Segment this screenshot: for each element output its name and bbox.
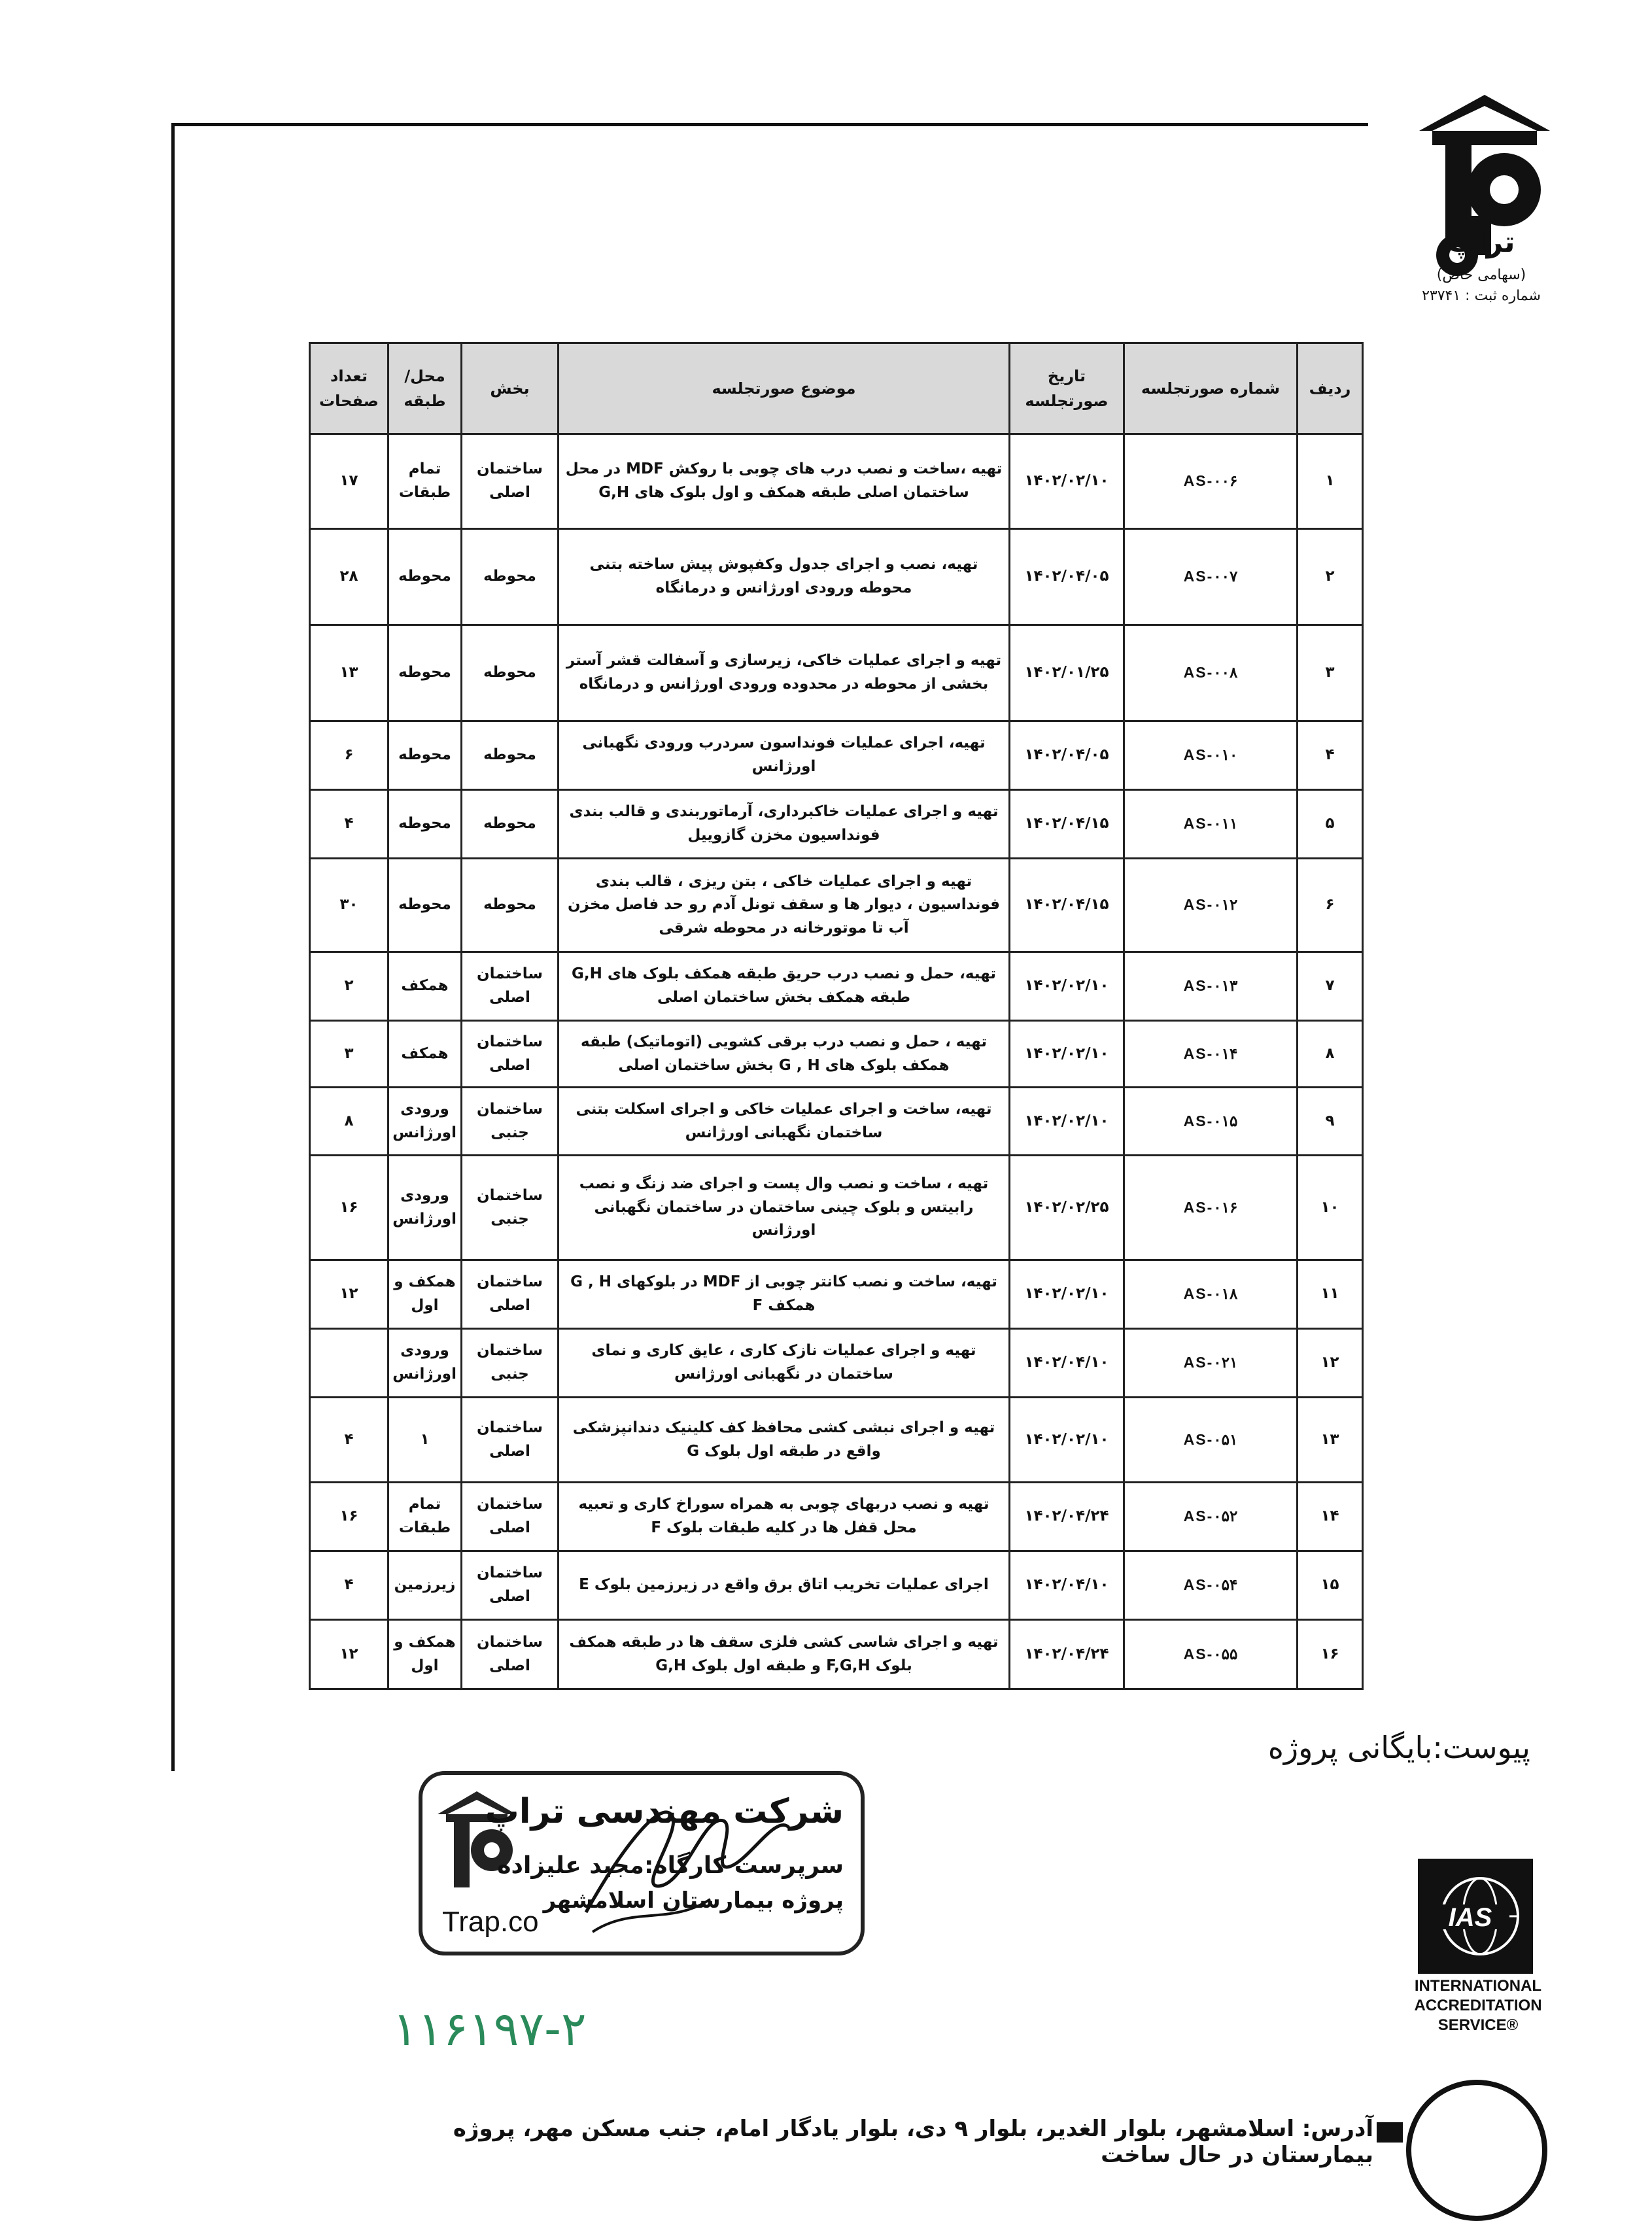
cell-location: تمام طبقات <box>388 1483 462 1551</box>
ias-line1: INTERNATIONAL <box>1414 1977 1542 1995</box>
cell-row: ۳ <box>1298 625 1363 721</box>
cell-number: AS-۰۱۱ <box>1124 790 1298 859</box>
cell-subject: تهیه ، ساخت و نصب وال پست و اجرای ضد زنگ و نصب رابیتس و بلوک چینی ساختمان در ساختمان نگهبانی اورژانس <box>559 1156 1010 1260</box>
cell-row: ۱۳ <box>1298 1398 1363 1483</box>
table-row <box>310 859 1363 952</box>
cell-location: همکف و اول <box>388 1620 462 1689</box>
cell-pages: ۸ <box>310 1088 388 1156</box>
header-row-number: ردیف <box>1298 343 1363 434</box>
cell-subject: تهیه و اجرای عملیات نازک کاری ، عایق کاری و نمای ساختمان در نگهبانی اورژانس <box>559 1329 1010 1398</box>
cell-subject: اجرای عملیات تخریب اتاق برق واقع در زیرزمین بلوک E <box>559 1551 1010 1620</box>
stamp-project: پروژه بیمارستان اسلامشهر <box>543 1887 844 1914</box>
cell-section: ساختمان اصلی <box>462 1483 559 1551</box>
table-row <box>310 1156 1363 1260</box>
cell-row: ۵ <box>1298 790 1363 859</box>
cell-location: محوطه <box>388 790 462 859</box>
cell-subject: تهیه و اجرای عملیات خاکی، زیرسازی و آسفالت قشر آستر بخشی از محوطه در محدوده ورودی اورژانس و درمانگاه <box>559 625 1010 721</box>
header-subject: موضوع صورتجلسه <box>559 343 1010 434</box>
table-row <box>310 1551 1363 1620</box>
cell-row: ۱۶ <box>1298 1620 1363 1689</box>
frame-top-line <box>171 123 1368 126</box>
table-row <box>310 952 1363 1021</box>
cell-pages: ۱۲ <box>310 1260 388 1329</box>
cell-number: AS-۰۱۶ <box>1124 1156 1298 1260</box>
table-row <box>310 1398 1363 1483</box>
header-minutes-date: تاریخ صورتجلسه <box>1010 343 1124 434</box>
ias-line2: ACCREDITATION <box>1414 1997 1542 2014</box>
table-row <box>310 529 1363 625</box>
cell-date: ۱۴۰۲/۰۲/۱۰ <box>1010 1088 1124 1156</box>
cell-date: ۱۴۰۲/۰۲/۱۰ <box>1010 1021 1124 1088</box>
cell-row: ۱۱ <box>1298 1260 1363 1329</box>
svg-text:IAS: IAS <box>1448 1903 1492 1932</box>
cell-subject: تهیه و اجرای نبشی کشی محافظ کف کلینیک دندانپزشکی واقع در طبقه اول بلوک G <box>559 1398 1010 1483</box>
cell-pages: ۴ <box>310 1551 388 1620</box>
cell-section: ساختمان جنبی <box>462 1088 559 1156</box>
cell-subject: تهیه، ساخت و اجرای عملیات خاکی و اجرای اسکلت بتنی ساختمان نگهبانی اورژانس <box>559 1088 1010 1156</box>
cell-subject: تهیه ،ساخت و نصب درب های چوبی با روکش MDF در محل ساختمان اصلی طبقه همکف و اول بلوک های G,H <box>559 434 1010 529</box>
cell-section: ساختمان اصلی <box>462 1398 559 1483</box>
cell-date: ۱۴۰۲/۰۴/۱۵ <box>1010 790 1124 859</box>
cell-date: ۱۴۰۲/۰۲/۱۰ <box>1010 1398 1124 1483</box>
cell-row: ۸ <box>1298 1021 1363 1088</box>
cell-section: ساختمان اصلی <box>462 434 559 529</box>
cell-subject: تهیه و اجرای عملیات خاکبرداری، آرماتوربندی و قالب بندی فونداسیون مخزن گازوییل <box>559 790 1010 859</box>
footer-address: آدرس: اسلامشهر، بلوار الغدیر، بلوار ۹ دی، بلوار یادگار امام، جنب مسکن مهر، پروژه بیمارستان در حال ساخت <box>453 2116 1373 2168</box>
cell-pages: ۱۲ <box>310 1620 388 1689</box>
cell-row: ۴ <box>1298 721 1363 790</box>
cell-row: ۷ <box>1298 952 1363 1021</box>
cell-section: محوطه <box>462 625 559 721</box>
cell-pages: ۱۶ <box>310 1483 388 1551</box>
cell-pages: ۴ <box>310 1398 388 1483</box>
cell-section: ساختمان اصلی <box>462 1021 559 1088</box>
table-row <box>310 1329 1363 1398</box>
table-row <box>310 1260 1363 1329</box>
cell-date: ۱۴۰۲/۰۴/۲۴ <box>1010 1483 1124 1551</box>
cell-row: ۱۰ <box>1298 1156 1363 1260</box>
table-row <box>310 1620 1363 1689</box>
cell-number: AS-۰۱۰ <box>1124 721 1298 790</box>
cell-number: AS-۰۱۸ <box>1124 1260 1298 1329</box>
cell-number: AS-۰۵۴ <box>1124 1551 1298 1620</box>
attachment-note: پیوست:بایگانی پروژه <box>1267 1730 1530 1765</box>
cell-location: محوطه <box>388 625 462 721</box>
stamp-supervisor: سرپرست کارگاه:مجید علیزاده <box>497 1852 844 1879</box>
table-row <box>310 625 1363 721</box>
cell-section: محوطه <box>462 790 559 859</box>
table-row <box>310 1021 1363 1088</box>
minutes-table <box>309 342 1364 1690</box>
table-header-row <box>310 343 1363 434</box>
cell-section: محوطه <box>462 529 559 625</box>
cell-row: ۹ <box>1298 1088 1363 1156</box>
company-logo-text: تراپ <box>1447 226 1515 259</box>
cell-date: ۱۴۰۲/۰۴/۲۴ <box>1010 1620 1124 1689</box>
cell-subject: تهیه و نصب دربهای چوبی به همراه سوراخ کاری و تعبیه محل قفل ها در کلیه طبقات بلوک F <box>559 1483 1010 1551</box>
cell-pages: ۲۸ <box>310 529 388 625</box>
cell-number: AS-۰۱۵ <box>1124 1088 1298 1156</box>
cell-pages <box>310 1329 388 1398</box>
cell-number: AS-۰۰۷ <box>1124 529 1298 625</box>
cell-subject: تهیه ، حمل و نصب درب برقی کشویی (اتوماتیک) طبقه همکف بلوک های G , H بخش ساختمان اصلی <box>559 1021 1010 1088</box>
cell-location: محوطه <box>388 529 462 625</box>
cell-section: ساختمان اصلی <box>462 952 559 1021</box>
ias-globe-icon <box>1418 1859 1533 1974</box>
cell-location: ورودی اورژانس <box>388 1088 462 1156</box>
table-row <box>310 1483 1363 1551</box>
cell-number: AS-۰۵۱ <box>1124 1398 1298 1483</box>
cell-number: AS-۰۰۶ <box>1124 434 1298 529</box>
ias-line3: SERVICE® <box>1437 2016 1519 2034</box>
cell-pages: ۱۷ <box>310 434 388 529</box>
cell-pages: ۴ <box>310 790 388 859</box>
cell-section: ساختمان جنبی <box>462 1329 559 1398</box>
cell-location: محوطه <box>388 721 462 790</box>
cell-section: ساختمان اصلی <box>462 1260 559 1329</box>
footer-black-block <box>1377 2122 1403 2143</box>
handwritten-signature <box>422 1775 861 1952</box>
table-row <box>310 434 1363 529</box>
cell-row: ۱ <box>1298 434 1363 529</box>
cell-date: ۱۴۰۲/۰۲/۱۰ <box>1010 952 1124 1021</box>
cell-date: ۱۴۰۲/۰۲/۲۵ <box>1010 1156 1124 1260</box>
cell-location: ورودی اورژانس <box>388 1329 462 1398</box>
cell-location: همکف <box>388 952 462 1021</box>
cell-date: ۱۴۰۲/۰۴/۰۵ <box>1010 529 1124 625</box>
cell-date: ۱۴۰۲/۰۲/۱۰ <box>1010 1260 1124 1329</box>
cell-section: ساختمان جنبی <box>462 1156 559 1260</box>
cell-row: ۱۲ <box>1298 1329 1363 1398</box>
handwritten-number: ۱۱۶۱۹۷-۲ <box>392 2001 587 2056</box>
cell-number: AS-۰۱۴ <box>1124 1021 1298 1088</box>
certified-seal <box>1406 2080 1547 2221</box>
cell-date: ۱۴۰۲/۰۱/۲۵ <box>1010 625 1124 721</box>
cell-pages: ۲ <box>310 952 388 1021</box>
cell-subject: تهیه و اجرای عملیات خاکی ، بتن ریزی ، قالب بندی فونداسیون ، دیوار ها و سقف تونل آدم رو حد فاصل مخزن آب تا موتورخانه در محوطه شرقی <box>559 859 1010 952</box>
stamp-website: Trap.co <box>442 1906 539 1938</box>
cell-subject: تهیه، ساخت و نصب کانتر چوبی از MDF در بلوکهای G , H همکف F <box>559 1260 1010 1329</box>
cell-number: AS-۰۱۲ <box>1124 859 1298 952</box>
cell-section: ساختمان اصلی <box>462 1620 559 1689</box>
cell-location: محوطه <box>388 859 462 952</box>
cell-number: AS-۰۲۱ <box>1124 1329 1298 1398</box>
cell-subject: تهیه و اجرای شاسی کشی فلزی سقف ها در طبقه همکف بلوک F,G,H و طبقه اول بلوک G,H <box>559 1620 1010 1689</box>
cell-section: ساختمان اصلی <box>462 1551 559 1620</box>
cell-location: همکف <box>388 1021 462 1088</box>
cell-pages: ۱۳ <box>310 625 388 721</box>
cell-location: ۱ <box>388 1398 462 1483</box>
cell-pages: ۶ <box>310 721 388 790</box>
company-stamp <box>419 1771 865 1955</box>
cell-number: AS-۰۵۲ <box>1124 1483 1298 1551</box>
cell-pages: ۳ <box>310 1021 388 1088</box>
cell-subject: تهیه، نصب و اجرای جدول وکفپوش پیش ساخته بتنی محوطه ورودی اورژانس و درمانگاه <box>559 529 1010 625</box>
table-row <box>310 1088 1363 1156</box>
company-subtitle: (سهامی خاص) <box>1436 267 1526 283</box>
cell-number: AS-۰۵۵ <box>1124 1620 1298 1689</box>
cell-location: زیرزمین <box>388 1551 462 1620</box>
table-row <box>310 721 1363 790</box>
cell-row: ۱۵ <box>1298 1551 1363 1620</box>
cell-date: ۱۴۰۲/۰۴/۱۰ <box>1010 1329 1124 1398</box>
table-row <box>310 790 1363 859</box>
cell-row: ۱۴ <box>1298 1483 1363 1551</box>
cell-date: ۱۴۰۲/۰۴/۱۰ <box>1010 1551 1124 1620</box>
cell-section: محوطه <box>462 859 559 952</box>
cell-pages: ۳۰ <box>310 859 388 952</box>
stamp-company-name: شرکت مهندسی تراپ <box>485 1792 844 1831</box>
cell-date: ۱۴۰۲/۰۴/۱۵ <box>1010 859 1124 952</box>
cell-number: AS-۰۱۳ <box>1124 952 1298 1021</box>
cell-subject: تهیه، حمل و نصب درب حریق طبقه همکف بلوک های G,H طبقه همکف بخش ساختمان اصلی <box>559 952 1010 1021</box>
header-location: محل/طبقه <box>388 343 462 434</box>
cell-location: تمام طبقات <box>388 434 462 529</box>
header-pages: تعداد صفحات <box>310 343 388 434</box>
cell-location: همکف و اول <box>388 1260 462 1329</box>
cell-row: ۶ <box>1298 859 1363 952</box>
header-minutes-number: شماره صورتجلسه <box>1124 343 1298 434</box>
cell-location: ورودی اورژانس <box>388 1156 462 1260</box>
cell-section: محوطه <box>462 721 559 790</box>
cell-date: ۱۴۰۲/۰۴/۰۵ <box>1010 721 1124 790</box>
cell-row: ۲ <box>1298 529 1363 625</box>
frame-left-line <box>171 123 175 1771</box>
company-registration: شماره ثبت : ۲۳۷۴۱ <box>1422 288 1541 304</box>
cell-pages: ۱۶ <box>310 1156 388 1260</box>
ias-logo <box>1418 1859 1533 1974</box>
cell-date: ۱۴۰۲/۰۲/۱۰ <box>1010 434 1124 529</box>
cell-subject: تهیه، اجرای عملیات فونداسون سردرب ورودی نگهبانی اورژانس <box>559 721 1010 790</box>
cell-number: AS-۰۰۸ <box>1124 625 1298 721</box>
ias-caption <box>1393 1976 1563 2035</box>
header-section: بخش <box>462 343 559 434</box>
